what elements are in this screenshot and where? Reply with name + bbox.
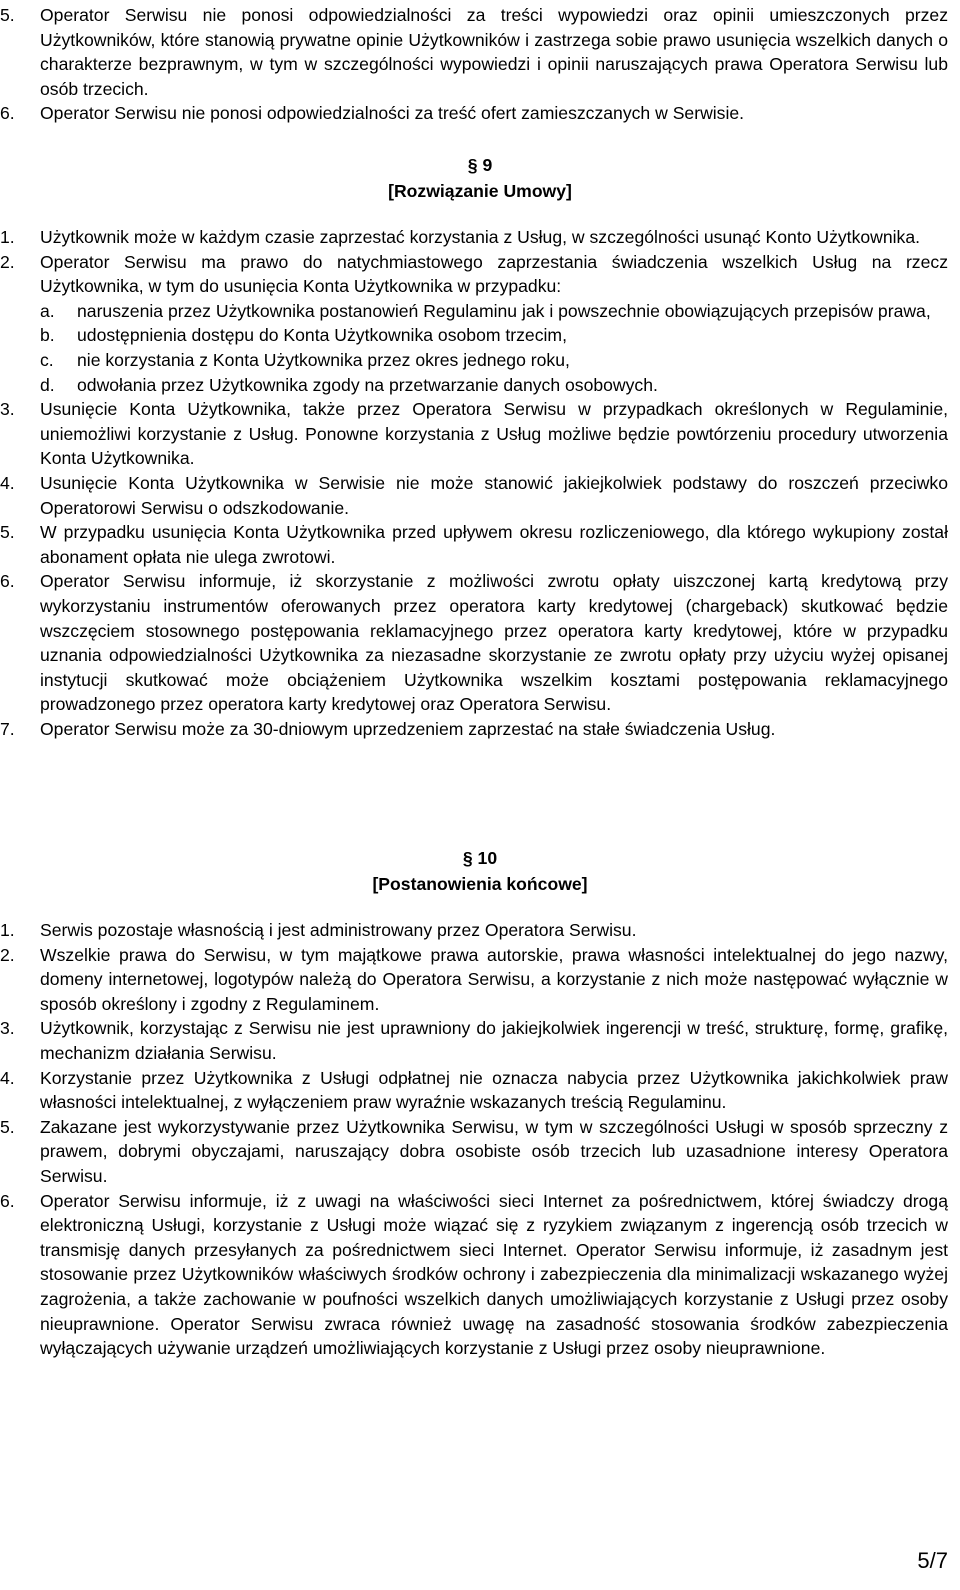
section-9-title: [Rozwiązanie Umowy] <box>388 181 572 201</box>
sub-item-text: udostępnienia dostępu do Konta Użytkownika osobom trzecim, <box>77 325 567 346</box>
list-item <box>0 101 960 126</box>
item-number: 4. <box>0 1067 15 1088</box>
item-number: 5. <box>0 522 15 543</box>
item-text: Serwis pozostaje własnością i jest administrowany przez Operatora Serwisu. <box>40 920 637 940</box>
list-item <box>0 569 960 717</box>
list-item <box>0 1066 960 1115</box>
item-text: Operator Serwisu ma prawo do natychmiastowego zaprzestania świadczenia wszelkich Usług na rzecz Użytkownika, w tym do usunięcia Konta Użytkownika w przypadku: <box>40 251 948 297</box>
item-text: Wszelkie prawa do Serwisu, w tym majątkowe prawa autorskie, prawa własności intelektualnej do jego nazwy, domeny internetowej, logotypów należą do Operatora Serwisu, a korzystanie z nich może następować wyłącznie w sposób określony i zgodny z Regulaminem. <box>40 944 948 1014</box>
item-text: Operator Serwisu może za 30-dniowym uprzedzeniem zaprzestać na stałe świadczenia Usług. <box>40 718 776 739</box>
item-text: Operator Serwisu informuje, iż z uwagi na właściwości sieci Internet za pośrednictwem, której świadczy drogą elektroniczną Usługi, korzystanie z Usługi może wiązać się z ryzykiem związanym z ingerencją osób trzecich w transmisję danych przesyłanych za pośrednictwem sieci Internet. Operator Serwisu informuje, iż zasadnym jest stosowanie przez Użytkowników właściwych środków ochrony i zabezpieczenia dla minimalizacji wskazanego wyżej zagrożenia, a także zachowanie w poufności wszelkich danych umożliwiających korzystanie z Usługi przez osoby nieuprawnione. Operator Serwisu zwraca również uwagę na zasadność stosowania środków zabezpieczenia wyłączających używanie urządzeń umożliwiających korzystanie z Usługi przez osoby nieuprawnione. <box>40 1190 948 1359</box>
item-number: 4. <box>0 472 15 493</box>
item-number: 2. <box>0 251 15 272</box>
item-text: Korzystanie przez Użytkownika z Usługi odpłatnej nie oznacza nabycia przez Użytkownika jakichkolwiek praw własności intelektualnej, z wyłączeniem praw wyraźnie wskazanych treścią Regulaminu. <box>40 1067 948 1113</box>
item-text: Operator Serwisu nie ponosi odpowiedzialności za treści wypowiedzi oraz opinii umieszczonych przez Użytkowników, które stanowią prywatne opinie Użytkowników i zastrzega sobie prawo usunięcia wszelkich danych o charakterze bezprawnym, w tym w szczególności wypowiedzi i opinii naruszających prawa Operatora Serwisu lub osób trzecich. <box>40 5 948 99</box>
item-number: 2. <box>0 944 15 965</box>
item-text: Operator Serwisu nie ponosi odpowiedzialności za treść ofert zamieszczanych w Serwisie. <box>40 103 745 124</box>
sub-item-text: odwołania przez Użytkownika zgody na przetwarzanie danych osobowych. <box>77 374 658 395</box>
page-number: 5/7 <box>917 1548 948 1573</box>
list-item <box>0 471 960 520</box>
sub-item-letter: b. <box>40 325 55 346</box>
section-9-number: § 9 <box>467 155 493 175</box>
item-number: 6. <box>0 1190 15 1211</box>
item-number: 6. <box>0 571 15 592</box>
sub-item-text: nie korzystania z Konta Użytkownika przez okres jednego roku, <box>77 349 570 370</box>
list-item <box>0 250 960 299</box>
item-text: Zakazane jest wykorzystywanie przez Użytkownika Serwisu, w tym w szczególności Usługi w sposób sprzeczny z prawem, dobrymi obyczajami, naruszający dobra osobiste osób trzecich lub uzasadnione interesy Operatora Serwisu. <box>40 1116 948 1186</box>
list-item <box>0 1189 960 1361</box>
section-10-title: [Postanowienia końcowe] <box>372 874 588 894</box>
item-text: Usunięcie Konta Użytkownika w Serwisie nie może stanowić jakiejkolwiek podstawy do roszczeń przeciwko Operatorowi Serwisu o odszkodowanie. <box>40 472 948 518</box>
sub-list-item <box>0 348 960 373</box>
list-item <box>0 397 960 471</box>
list-item <box>0 1016 960 1065</box>
item-text: Użytkownik może w każdym czasie zaprzestać korzystania z Usług, w szczególności usunąć Konto Użytkownika. <box>40 227 921 247</box>
item-number: 1. <box>0 227 15 247</box>
list-item <box>0 520 960 569</box>
list-item <box>0 1115 960 1189</box>
list-item <box>0 918 960 943</box>
item-number: 5. <box>0 1116 15 1137</box>
sub-list-item <box>0 323 960 348</box>
list-item <box>0 3 960 101</box>
item-number: 7. <box>0 718 15 739</box>
sub-list-item <box>0 299 960 324</box>
sub-item-letter: d. <box>40 374 55 395</box>
sub-item-letter: a. <box>40 300 55 321</box>
item-number: 6. <box>0 103 15 124</box>
item-text: Użytkownik, korzystając z Serwisu nie jest uprawniony do jakiejkolwiek ingerencji w treść, strukturę, formę, grafikę, mechanizm działania Serwisu. <box>40 1018 948 1063</box>
section-10-list <box>0 918 960 1361</box>
section-10-number: § 10 <box>462 848 498 868</box>
list-item <box>0 225 960 250</box>
item-number: 5. <box>0 5 15 25</box>
sub-item-text: naruszenia przez Użytkownika postanowień Regulaminu jak i powszechnie obowiązujących przepisów prawa, <box>77 300 931 321</box>
list-item <box>0 717 960 742</box>
section-9-list <box>0 225 960 741</box>
item-number: 1. <box>0 920 15 940</box>
item-text: W przypadku usunięcia Konta Użytkownika przed upływem okresu rozliczeniowego, dla którego wykupiony został abonament opłata nie ulega zwrotowi. <box>40 522 948 567</box>
item-number: 3. <box>0 399 15 420</box>
sub-item-letter: c. <box>40 349 54 370</box>
sub-list-item <box>0 373 960 398</box>
item-text: Operator Serwisu informuje, iż skorzystanie z możliwości zwrotu opłaty uiszczonej kartą kredytową przy wykorzystaniu instrumentów oferowanych przez operatora karty kredytowej (chargeback) skutkować będzie wszczęciem stosownego postępowania reklamacyjnego przez operatora karty kredytowej, które w przypadku uznania odpowiedzialności Użytkownika za niezasadne skorzystanie ze zwrotu opłaty przy użyciu wyżej opisanej instytucji skutkować może obciążeniem Użytkownika wszelkim kosztami postępowania reklamacyjnego prowadzonego przez operatora karty kredytowej oraz Operatora Serwisu. <box>40 571 948 715</box>
item-text: Usunięcie Konta Użytkownika, także przez Operatora Serwisu w przypadkach określonych w Regulaminie, uniemożliwi korzystanie z Usług. Ponowne korzystania z Usług możliwe będzie powtórzeniu procedury utworzenia Konta Użytkownika. <box>40 399 948 469</box>
item-number: 3. <box>0 1018 15 1039</box>
list-item <box>0 943 960 1017</box>
top-list <box>0 3 960 126</box>
